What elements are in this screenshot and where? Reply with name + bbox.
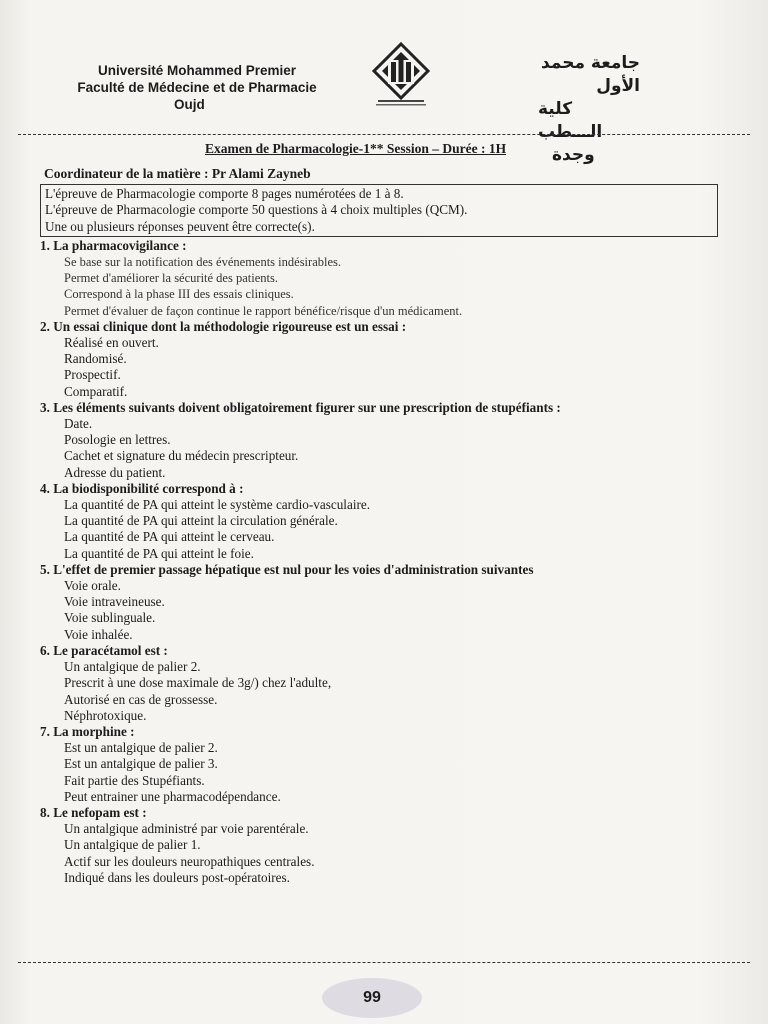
answer-option: Autorisé en cas de grossesse. bbox=[64, 691, 218, 707]
answer-option: Permet d'améliorer la sécurité des patients. bbox=[64, 271, 278, 286]
answer-option: Voie inhalée. bbox=[64, 626, 133, 642]
university-header-ar bbox=[500, 52, 640, 167]
answer-option: Cachet et signature du médecin prescripteur. bbox=[64, 448, 299, 464]
instruction-line: Une ou plusieurs réponses peuvent être correcte(s). bbox=[45, 218, 315, 234]
header-divider bbox=[18, 134, 750, 135]
answer-option: Permet d'évaluer de façon continue le rapport bénéfice/risque d'un médicament. bbox=[64, 303, 463, 318]
question-1 bbox=[40, 238, 720, 319]
answer-option: Adresse du patient. bbox=[64, 464, 166, 480]
question-title: 4. La biodisponibilité correspond à : bbox=[40, 480, 244, 496]
question-4 bbox=[40, 481, 720, 562]
question-7 bbox=[40, 724, 720, 805]
question-title: 7. La morphine : bbox=[40, 723, 135, 739]
footer-divider bbox=[18, 962, 750, 963]
university-name-ar: جامعة محمد الأول bbox=[541, 53, 640, 96]
faculty-name-ar: كلية الـــطب bbox=[538, 99, 603, 142]
coordinator-line: Coordinateur de la matière : Pr Alami Zayneb bbox=[44, 166, 311, 181]
university-logo bbox=[366, 40, 436, 110]
answer-option: Actif sur les douleurs neuropathiques centrales. bbox=[64, 853, 315, 869]
answer-option: Date. bbox=[64, 416, 93, 432]
question-title: 5. L'effet de premier passage hépatique est nul pour les voies d'administration suivantes bbox=[40, 561, 534, 577]
city-name: Oujd bbox=[174, 97, 205, 112]
answer-option: Réalisé en ouvert. bbox=[64, 335, 159, 351]
answer-option: Prospectif. bbox=[64, 367, 121, 383]
question-2 bbox=[40, 319, 720, 400]
answer-option: Un antalgique de palier 2. bbox=[64, 659, 201, 675]
answer-option: Un antalgique de palier 1. bbox=[64, 837, 201, 853]
question-title: 6. Le paracétamol est : bbox=[40, 642, 168, 658]
answer-option: Néphrotoxique. bbox=[64, 707, 147, 723]
answer-option: Posologie en lettres. bbox=[64, 432, 171, 448]
answer-option: Prescrit à une dose maximale de 3g/) chez l'adulte, bbox=[64, 675, 332, 691]
exam-content bbox=[40, 166, 720, 886]
answer-option: Randomisé. bbox=[64, 351, 127, 367]
answer-option: Correspond à la phase III des essais cliniques. bbox=[64, 287, 294, 302]
question-title: 2. Un essai clinique dont la méthodologie rigoureuse est un essai : bbox=[40, 318, 407, 334]
instruction-line: L'épreuve de Pharmacologie comporte 8 pages numérotées de 1 à 8. bbox=[45, 186, 404, 202]
answer-option: Voie orale. bbox=[64, 578, 121, 594]
answer-option: La quantité de PA qui atteint le foie. bbox=[64, 545, 254, 561]
question-3 bbox=[40, 400, 720, 481]
city-name-ar: وجدة bbox=[552, 145, 595, 165]
answer-option: Peut entrainer une pharmacodépendance. bbox=[64, 788, 281, 804]
answer-option: La quantité de PA qui atteint la circulation générale. bbox=[64, 513, 338, 529]
answer-option: Fait partie des Stupéfiants. bbox=[64, 772, 205, 788]
question-5 bbox=[40, 562, 720, 643]
answer-option: La quantité de PA qui atteint le système cardio-vasculaire. bbox=[64, 497, 371, 513]
question-8 bbox=[40, 805, 720, 886]
answer-option: Indiqué dans les douleurs post-opératoires. bbox=[64, 869, 290, 885]
question-title: 1. La pharmacovigilance : bbox=[40, 237, 187, 253]
answer-option: Est un antalgique de palier 2. bbox=[64, 740, 218, 756]
question-6 bbox=[40, 643, 720, 724]
exam-title: Examen de Pharmacologie-1** Session – Durée : 1H bbox=[205, 141, 507, 156]
page-number: 99 bbox=[322, 978, 422, 1018]
answer-option: La quantité de PA qui atteint le cerveau. bbox=[64, 529, 275, 545]
answer-option: Est un antalgique de palier 3. bbox=[64, 756, 218, 772]
answer-option: Un antalgique administré par voie parentérale. bbox=[64, 821, 309, 837]
question-title: 3. Les éléments suivants doivent obligatoirement figurer sur une prescription de stupéfiants : bbox=[40, 399, 561, 415]
university-header-fr bbox=[52, 62, 342, 113]
instruction-line: L'épreuve de Pharmacologie comporte 50 questions à 4 choix multiples (QCM). bbox=[45, 202, 468, 218]
university-name: Université Mohammed Premier bbox=[97, 63, 297, 78]
answer-option: Voie intraveineuse. bbox=[64, 594, 165, 610]
instructions-box bbox=[40, 184, 718, 237]
question-title: 8. Le nefopam est : bbox=[40, 804, 147, 820]
answer-option: Se base sur la notification des événements indésirables. bbox=[64, 255, 342, 270]
answer-option: Voie sublinguale. bbox=[64, 610, 156, 626]
answer-option: Comparatif. bbox=[64, 383, 128, 399]
faculty-name: Faculté de Médecine et de Pharmacie bbox=[77, 80, 317, 95]
